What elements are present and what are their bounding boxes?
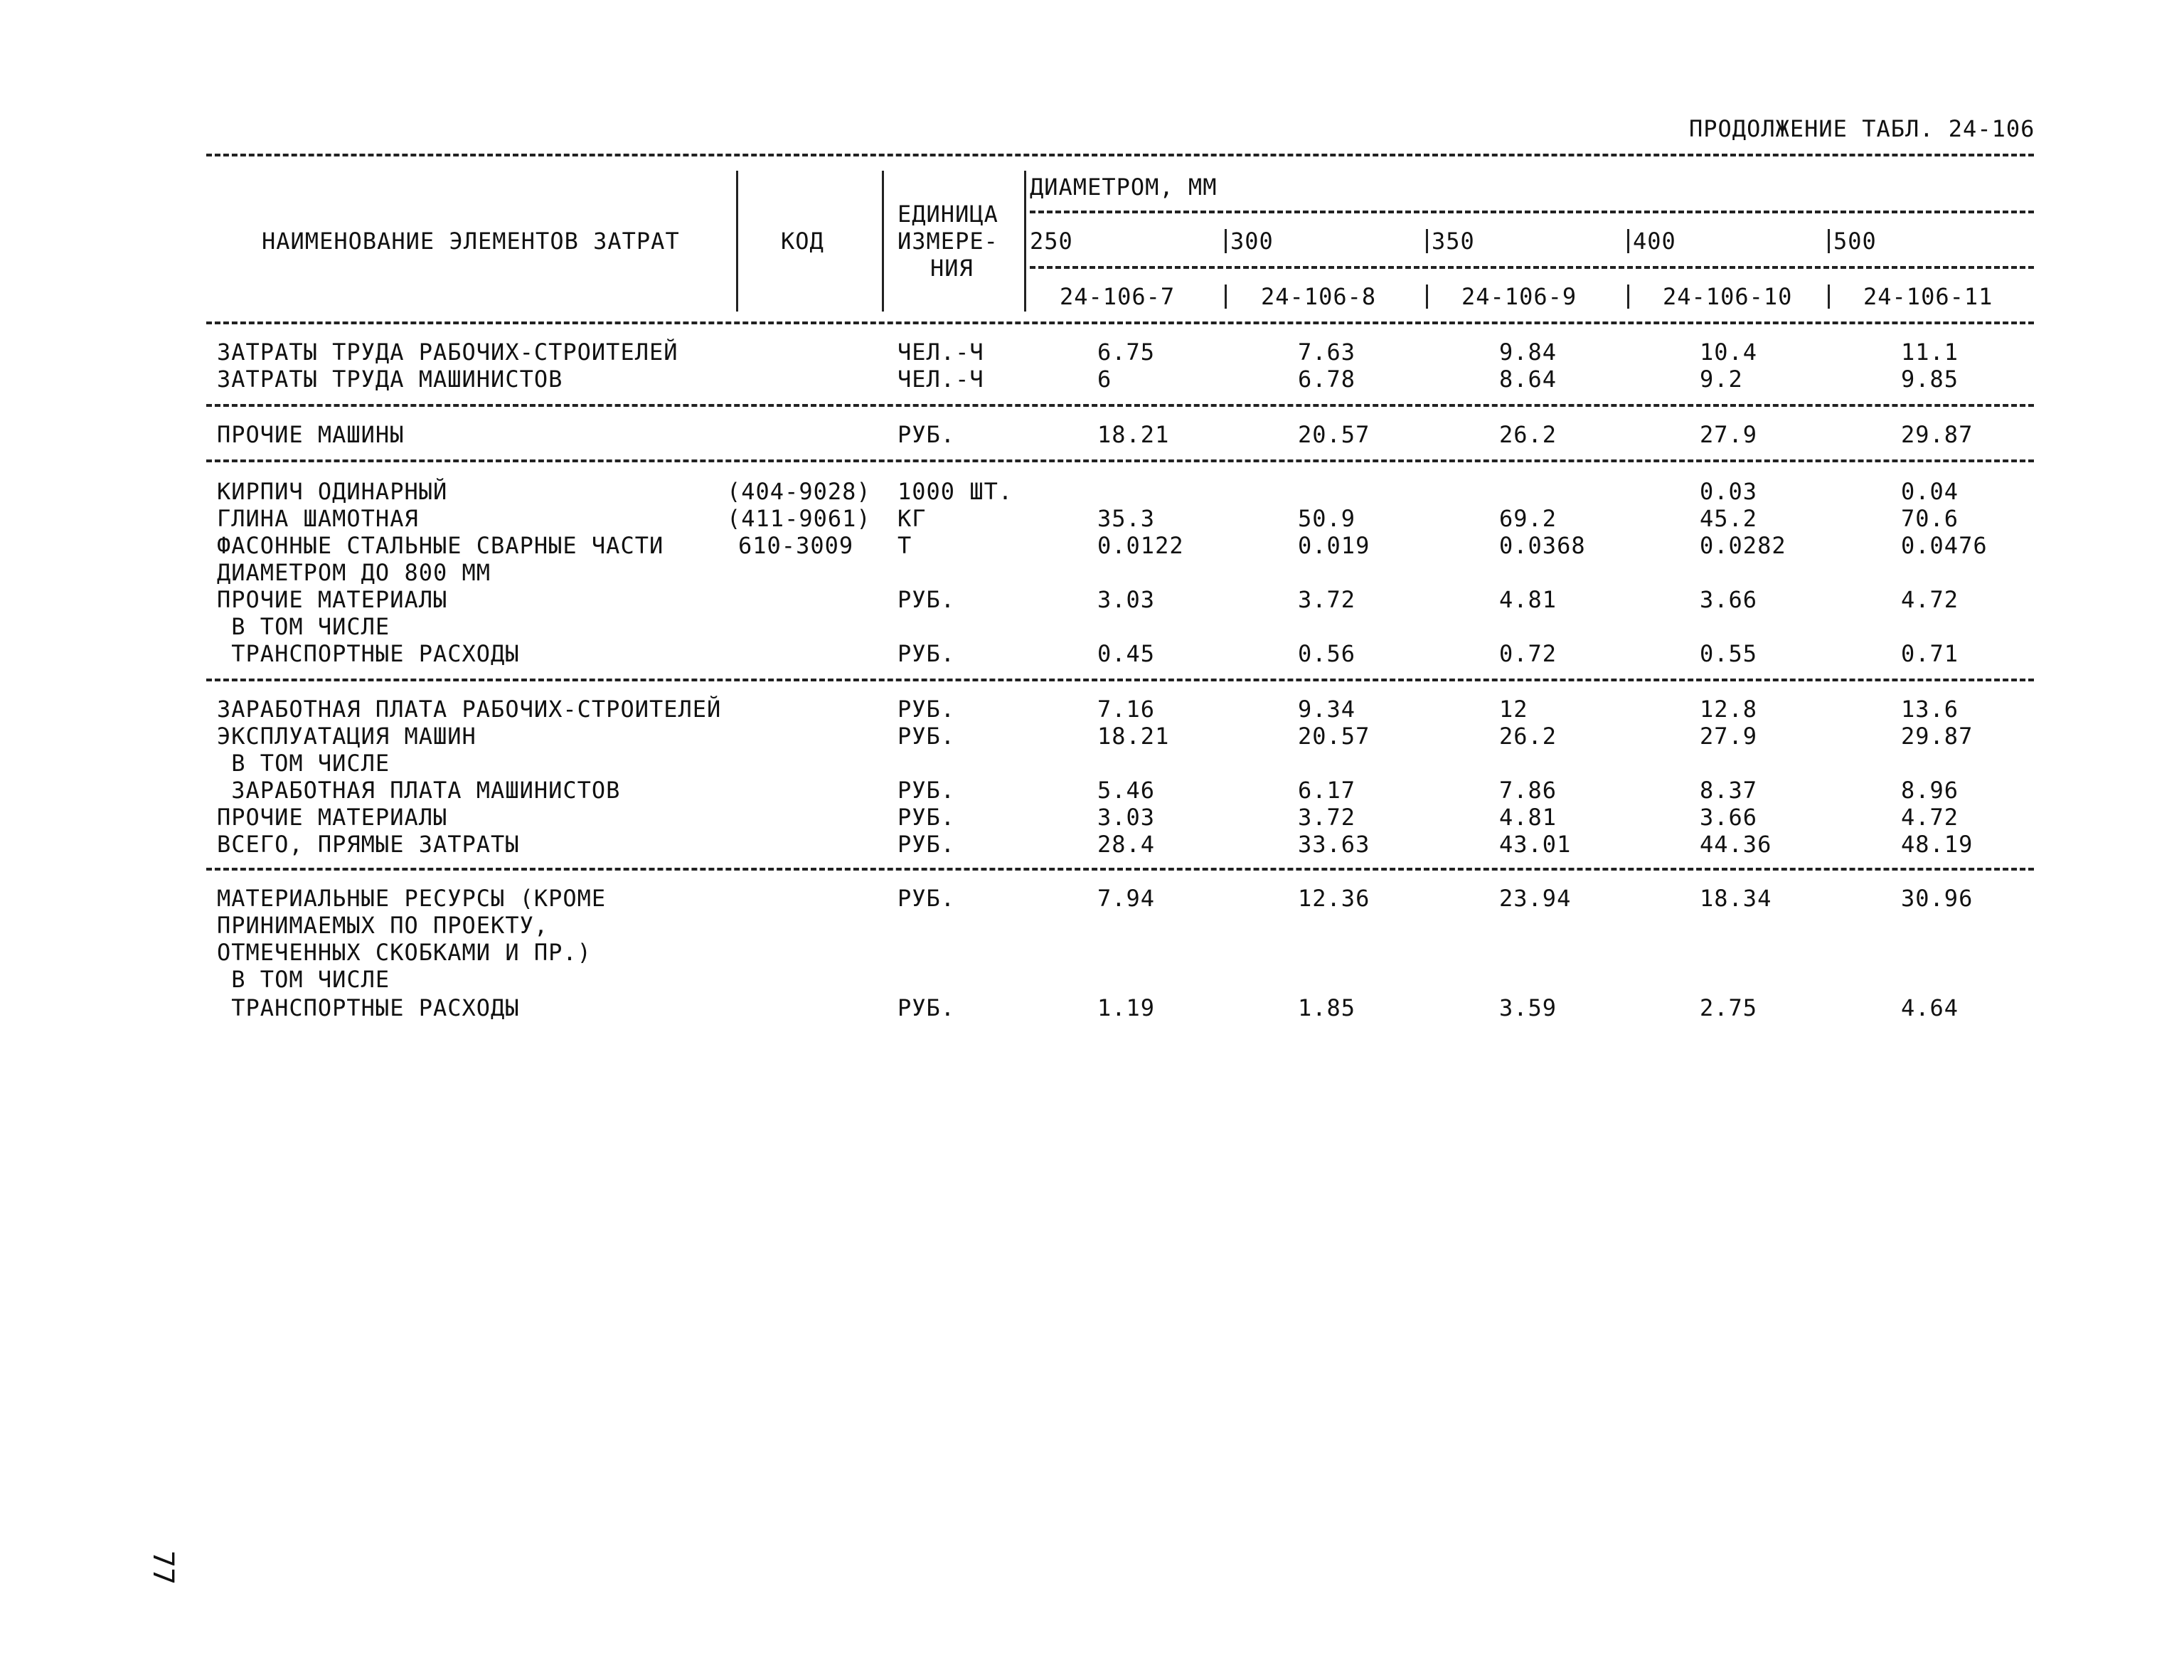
row-unit: РУБ.: [897, 994, 956, 1021]
diameter-separator: [1828, 229, 1830, 253]
row-value: 0.71: [1901, 640, 1959, 667]
row-name: ВСЕГО, ПРЯМЫЕ ЗАТРАТЫ: [217, 831, 520, 858]
row-value: 3.03: [1097, 804, 1156, 831]
row-value: 7.86: [1499, 777, 1557, 804]
row-code: 610-3009: [738, 532, 854, 559]
row-value: 6.75: [1097, 339, 1156, 366]
row-value: 12.36: [1298, 885, 1370, 912]
row-value: 11.1: [1901, 339, 1959, 366]
diameter-250: 250: [1030, 228, 1073, 255]
row-value: 50.9: [1298, 505, 1356, 532]
row-value: 0.03: [1700, 478, 1758, 505]
row-value: 3.66: [1700, 804, 1758, 831]
row-value: 4.72: [1901, 804, 1959, 831]
rule-section: [206, 459, 2034, 462]
row-unit: РУБ.: [897, 723, 956, 750]
row-name: В ТОМ ЧИСЛЕ: [217, 966, 390, 993]
row-unit: РУБ.: [897, 831, 956, 858]
rule-section: [206, 679, 2034, 681]
row-name: ЭКСПЛУАТАЦИЯ МАШИН: [217, 723, 476, 750]
row-value: 43.01: [1499, 831, 1572, 858]
row-value: 48.19: [1901, 831, 1973, 858]
row-value: 12.8: [1700, 696, 1758, 723]
row-value: 8.37: [1700, 777, 1758, 804]
row-unit: РУБ.: [897, 640, 956, 667]
row-value: 5.46: [1097, 777, 1156, 804]
row-value: 4.81: [1499, 586, 1557, 613]
row-value: 0.72: [1499, 640, 1557, 667]
column-code: 24-106-7: [1060, 283, 1176, 310]
header-separator: [882, 171, 884, 312]
row-unit: КГ: [897, 505, 927, 532]
row-name: ПРОЧИЕ МАТЕРИАЛЫ: [217, 804, 448, 831]
row-value: 3.66: [1700, 586, 1758, 613]
row-value: 20.57: [1298, 723, 1370, 750]
header-unit-line3: НИЯ: [930, 255, 974, 282]
row-value: 26.2: [1499, 723, 1557, 750]
row-unit: РУБ.: [897, 777, 956, 804]
row-value: 9.2: [1700, 366, 1743, 393]
row-value: 0.55: [1700, 640, 1758, 667]
row-value: 8.96: [1901, 777, 1959, 804]
rule-header-bottom: [206, 321, 2034, 324]
row-value: 4.81: [1499, 804, 1557, 831]
row-value: 0.0122: [1097, 532, 1184, 559]
row-value: 28.4: [1097, 831, 1156, 858]
row-name: ЗАТРАТЫ ТРУДА МАШИНИСТОВ: [217, 366, 563, 393]
row-value: 29.87: [1901, 421, 1973, 448]
row-name: ЗАРАБОТНАЯ ПЛАТА РАБОЧИХ-СТРОИТЕЛЕЙ: [217, 696, 722, 723]
row-value: 0.019: [1298, 532, 1370, 559]
row-unit: РУБ.: [897, 696, 956, 723]
row-value: 8.64: [1499, 366, 1557, 393]
row-value: 3.03: [1097, 586, 1156, 613]
column-code: 24-106-9: [1461, 283, 1577, 310]
row-value: 6.78: [1298, 366, 1356, 393]
diameter-350: 350: [1432, 228, 1475, 255]
row-value: 23.94: [1499, 885, 1572, 912]
row-value: 12: [1499, 696, 1528, 723]
diameter-400: 400: [1633, 228, 1676, 255]
diameter-separator: [1225, 229, 1227, 253]
column-code: 24-106-8: [1261, 283, 1377, 310]
row-name: ЗАРАБОТНАЯ ПЛАТА МАШИНИСТОВ: [217, 777, 621, 804]
row-name: ФАСОННЫЕ СТАЛЬНЫЕ СВАРНЫЕ ЧАСТИ: [217, 532, 664, 559]
row-value: 26.2: [1499, 421, 1557, 448]
row-value: 70.6: [1901, 505, 1959, 532]
row-name: ЗАТРАТЫ ТРУДА РАБОЧИХ-СТРОИТЕЛЕЙ: [217, 339, 678, 366]
row-value: 3.72: [1298, 804, 1356, 831]
row-unit: 1000 ШТ.: [897, 478, 1013, 505]
row-value: 10.4: [1700, 339, 1758, 366]
row-unit: РУБ.: [897, 804, 956, 831]
diameter-separator: [1627, 229, 1629, 253]
diameter-500: 500: [1833, 228, 1877, 255]
row-value: 33.63: [1298, 831, 1370, 858]
row-value: 4.72: [1901, 586, 1959, 613]
row-value: 6.17: [1298, 777, 1356, 804]
row-name: В ТОМ ЧИСЛЕ: [217, 613, 390, 640]
row-name: КИРПИЧ ОДИНАРНЫЙ: [217, 478, 448, 505]
row-name: В ТОМ ЧИСЛЕ: [217, 750, 390, 777]
header-separator: [736, 171, 738, 312]
row-unit: ЧЕЛ.-Ч: [897, 366, 984, 393]
row-value: 7.16: [1097, 696, 1156, 723]
diameter-300: 300: [1230, 228, 1274, 255]
row-value: 3.72: [1298, 586, 1356, 613]
row-name: ПРОЧИЕ МАТЕРИАЛЫ: [217, 586, 448, 613]
row-value: 3.59: [1499, 994, 1557, 1021]
row-value: 27.9: [1700, 421, 1758, 448]
row-name: ПРОЧИЕ МАШИНЫ: [217, 421, 405, 448]
row-value: 27.9: [1700, 723, 1758, 750]
row-value: 13.6: [1901, 696, 1959, 723]
row-code: (411-9061): [727, 505, 871, 532]
row-name: ОТМЕЧЕННЫХ СКОБКАМИ И ПР.): [217, 939, 592, 966]
row-value: 7.63: [1298, 339, 1356, 366]
header-code: КОД: [781, 228, 824, 255]
code-separator: [1627, 285, 1629, 309]
header-diameter: ДИАМЕТРОМ, ММ: [1030, 174, 1218, 201]
row-value: 1.85: [1298, 994, 1356, 1021]
row-name: ГЛИНА ШАМОТНАЯ: [217, 505, 419, 532]
row-value: 20.57: [1298, 421, 1370, 448]
row-unit: РУБ.: [897, 421, 956, 448]
row-value: 6: [1097, 366, 1112, 393]
page-number: 77: [147, 1550, 180, 1585]
row-unit: РУБ.: [897, 586, 956, 613]
column-code: 24-106-10: [1663, 283, 1793, 310]
diameter-separator: [1426, 229, 1428, 253]
row-value: 9.34: [1298, 696, 1356, 723]
row-value: 0.0476: [1901, 532, 1988, 559]
header-unit-line1: ЕДИНИЦА: [897, 201, 998, 228]
row-value: 45.2: [1700, 505, 1758, 532]
rule-top: [206, 154, 2034, 156]
header-separator: [1024, 171, 1026, 312]
row-name: ПРИНИМАЕМЫХ ПО ПРОЕКТУ,: [217, 912, 549, 939]
row-value: 1.19: [1097, 994, 1156, 1021]
rule-section: [206, 404, 2034, 407]
row-unit: ЧЕЛ.-Ч: [897, 339, 984, 366]
row-value: 2.75: [1700, 994, 1758, 1021]
row-name: ТРАНСПОРТНЫЕ РАСХОДЫ: [217, 640, 520, 667]
row-value: 0.45: [1097, 640, 1156, 667]
row-value: 0.04: [1901, 478, 1959, 505]
row-value: 0.0368: [1499, 532, 1586, 559]
header-unit-line2: ИЗМЕРЕ-: [897, 228, 998, 255]
rule-section: [206, 868, 2034, 871]
row-name: ДИАМЕТРОМ ДО 800 ММ: [217, 559, 491, 586]
row-value: 44.36: [1700, 831, 1772, 858]
row-value: 35.3: [1097, 505, 1156, 532]
rule-header-1: [1030, 211, 2034, 213]
row-value: 4.64: [1901, 994, 1959, 1021]
rule-header-2: [1030, 266, 2034, 269]
code-separator: [1426, 285, 1428, 309]
row-unit: РУБ.: [897, 885, 956, 912]
row-code: (404-9028): [727, 478, 871, 505]
row-name: МАТЕРИАЛЬНЫЕ РЕСУРСЫ (КРОМЕ: [217, 885, 607, 912]
row-value: 0.56: [1298, 640, 1356, 667]
row-value: 9.85: [1901, 366, 1959, 393]
row-value: 18.21: [1097, 421, 1170, 448]
row-value: 29.87: [1901, 723, 1973, 750]
table-caption: ПРОДОЛЖЕНИЕ ТАБЛ. 24-106: [1689, 115, 2035, 142]
row-value: 0.0282: [1700, 532, 1786, 559]
row-value: 7.94: [1097, 885, 1156, 912]
row-value: 30.96: [1901, 885, 1973, 912]
row-value: 9.84: [1499, 339, 1557, 366]
row-value: 69.2: [1499, 505, 1557, 532]
row-value: 18.21: [1097, 723, 1170, 750]
code-separator: [1225, 285, 1227, 309]
row-name: ТРАНСПОРТНЫЕ РАСХОДЫ: [217, 994, 520, 1021]
code-separator: [1828, 285, 1830, 309]
header-name: НАИМЕНОВАНИЕ ЭЛЕМЕНТОВ ЗАТРАТ: [262, 228, 680, 255]
row-unit: Т: [897, 532, 912, 559]
column-code: 24-106-11: [1863, 283, 1993, 310]
row-value: 18.34: [1700, 885, 1772, 912]
